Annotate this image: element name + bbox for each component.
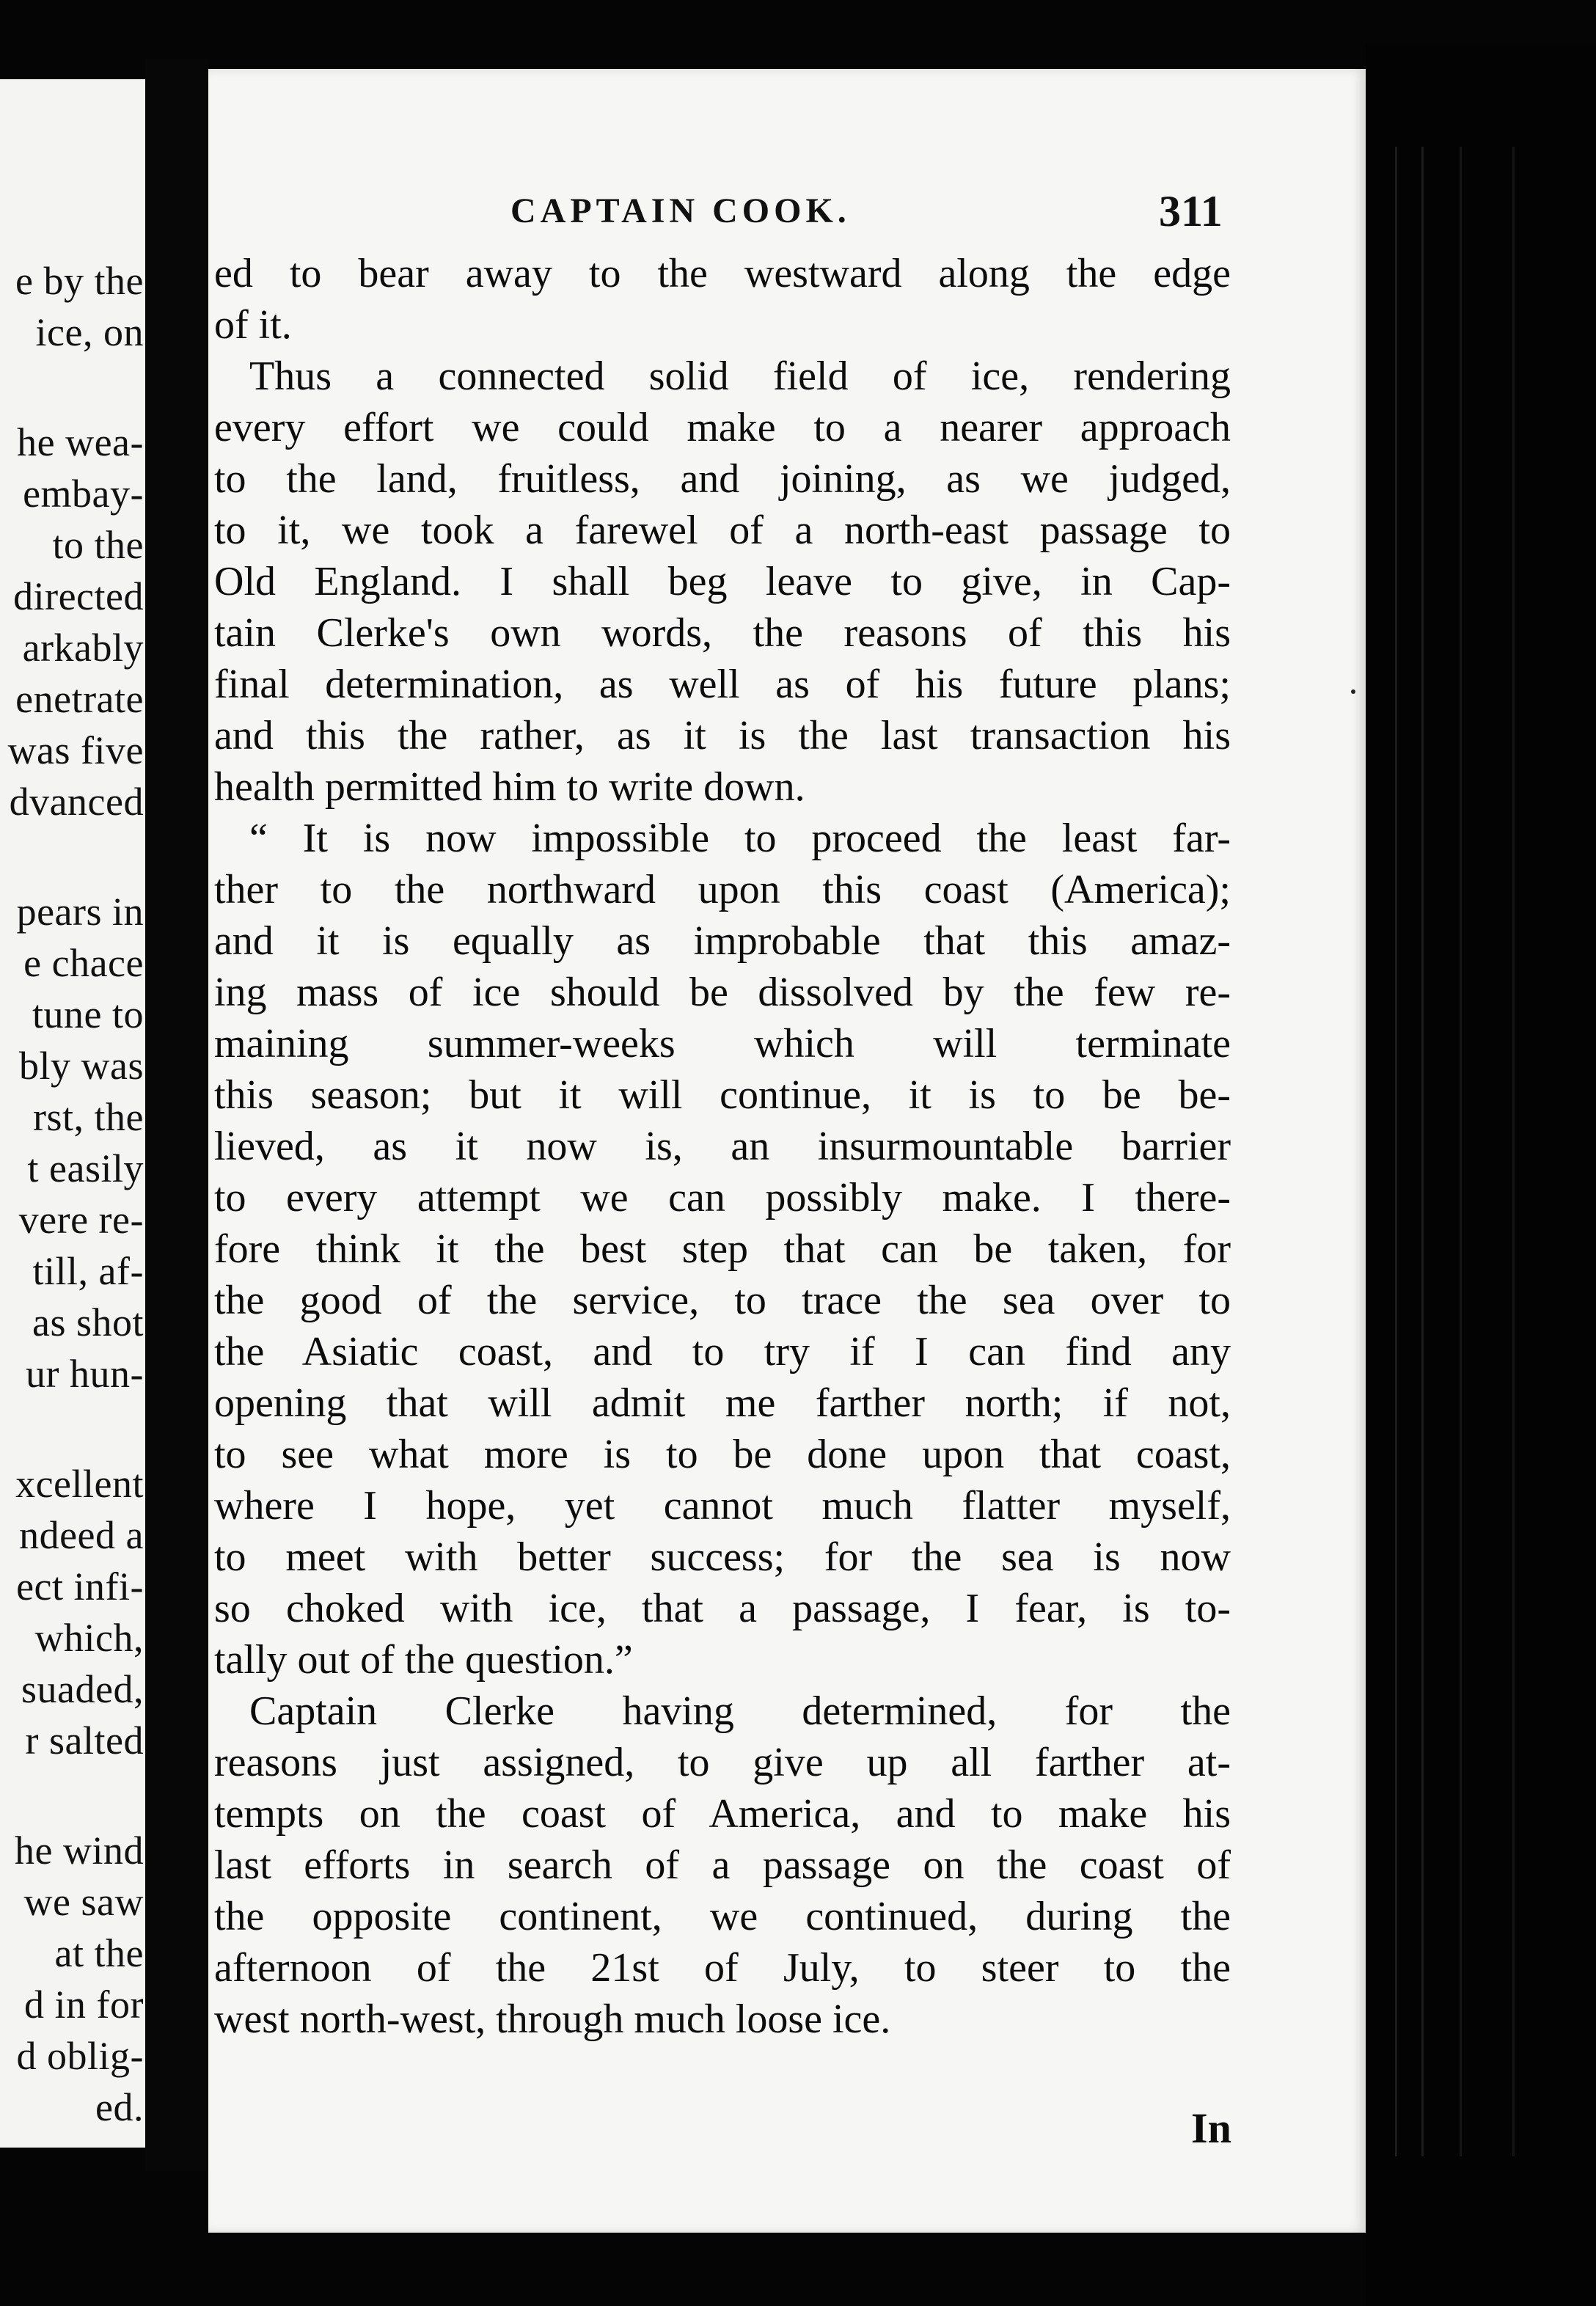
left-page-line: pears in	[16, 890, 144, 934]
left-page-line: d in for	[24, 1983, 144, 2027]
text-line: of it.	[214, 302, 292, 348]
left-page-line: as shot	[32, 1300, 144, 1344]
page-edge-line	[1460, 147, 1462, 2156]
left-page-line: ur hun-	[26, 1352, 144, 1396]
text-line: ther to the northward upon this coast (America);	[214, 867, 1231, 912]
left-page-line: ect infi-	[16, 1564, 144, 1608]
text-line: to it, we took a farewel of a north-east passage to	[214, 508, 1231, 553]
left-page-line: embay-	[23, 472, 144, 516]
left-page-line: bly was	[19, 1044, 144, 1088]
text-line: Old England. I shall beg leave to give, in Cap-	[214, 559, 1231, 604]
left-page-fragment	[0, 79, 145, 2148]
text-line: ed to bear away to the westward along the edge	[214, 251, 1231, 296]
text-line: the Asiatic coast, and to try if I can find any	[214, 1329, 1231, 1375]
left-page-line: ice, on	[35, 310, 144, 354]
text-line: Captain Clerke having determined, for the	[249, 1688, 1231, 1734]
text-line: to the land, fruitless, and joining, as we judged,	[214, 456, 1231, 502]
text-line: last efforts in search of a passage on the coast of	[214, 1842, 1231, 1888]
text-line: this season; but it will continue, it is to be be-	[214, 1072, 1231, 1118]
left-page-line: xcellent	[15, 1462, 144, 1506]
text-line: tain Clerke's own words, the reasons of this his	[214, 610, 1231, 656]
text-line: final determination, as well as of his future plans;	[214, 662, 1231, 707]
text-line: reasons just assigned, to give up all farther at-	[214, 1740, 1231, 1785]
left-page-line: tune to	[32, 992, 144, 1036]
left-page-line: e chace	[23, 941, 144, 985]
left-page-line: dvanced	[9, 780, 144, 824]
text-line: every effort we could make to a nearer approach	[214, 405, 1231, 450]
text-line: ing mass of ice should be dissolved by the few re-	[214, 970, 1231, 1015]
left-page-line: e by the	[15, 259, 144, 303]
text-line: lieved, as it now is, an insurmountable barrier	[214, 1124, 1231, 1169]
left-page-line: to the	[52, 523, 144, 567]
text-line: the good of the service, to trace the sea over to	[214, 1278, 1231, 1323]
left-page-line: d oblig-	[16, 2034, 144, 2078]
text-line: the opposite continent, we continued, during the	[214, 1894, 1231, 1939]
text-line: to every attempt we can possibly make. I there-	[214, 1175, 1231, 1220]
left-page-line: suaded,	[21, 1667, 144, 1711]
left-page-line: ed.	[95, 2085, 144, 2129]
text-line: fore think it the best step that can be taken, for	[214, 1226, 1231, 1272]
text-line: health permitted him to write down.	[214, 764, 805, 810]
left-page-line: at the	[54, 1931, 144, 1975]
page-edge-line	[1421, 147, 1424, 2156]
left-page-line: he wea-	[17, 420, 144, 464]
left-page-line: which,	[34, 1616, 144, 1660]
left-page-line: arkably	[22, 626, 144, 670]
running-head	[208, 187, 1366, 242]
catchword: In	[1191, 2104, 1231, 2152]
main-page	[208, 69, 1366, 2233]
text-line: to see what more is to be done upon that coast,	[214, 1432, 1231, 1477]
page-block-edge	[1366, 44, 1596, 2306]
speck	[1351, 689, 1355, 694]
left-page-line: t easily	[27, 1146, 144, 1190]
text-line: maining summer-weeks which will terminate	[214, 1021, 1231, 1066]
text-line: and it is equally as improbable that this amaz-	[214, 918, 1231, 964]
left-page-line: we saw	[23, 1880, 144, 1924]
left-page-line: rst, the	[33, 1095, 144, 1139]
text-line: and this the rather, as it is the last transaction his	[214, 713, 1231, 758]
text-line: so choked with ice, that a passage, I fear, is to-	[214, 1586, 1231, 1631]
left-page-line: was five	[7, 728, 144, 772]
text-line: Thus a connected solid field of ice, rendering	[249, 354, 1231, 399]
text-line: opening that will admit me farther north; if not,	[214, 1380, 1231, 1426]
text-line: “ It is now impossible to proceed the least far-	[249, 816, 1231, 861]
text-line: where I hope, yet cannot much flatter myself,	[214, 1483, 1231, 1529]
text-line: to meet with better success; for the sea is now	[214, 1534, 1231, 1580]
left-page-line: directed	[13, 574, 144, 618]
text-line: tally out of the question.”	[214, 1637, 633, 1683]
page-number: 311	[1159, 187, 1223, 235]
page-edge-line	[1512, 147, 1515, 2156]
left-page-line: enetrate	[15, 677, 144, 721]
page-edge-line	[1395, 147, 1397, 2156]
text-line: afternoon of the 21st of July, to steer to the	[214, 1945, 1231, 1991]
left-page-line: till, af-	[32, 1249, 144, 1293]
left-page-line: he wind	[15, 1829, 144, 1873]
running-head-title: CAPTAIN COOK.	[510, 191, 851, 230]
text-line: west north-west, through much loose ice.	[214, 1996, 891, 2042]
left-page-line: r salted	[25, 1718, 144, 1763]
text-line: tempts on the coast of America, and to make his	[214, 1791, 1231, 1837]
book-gutter	[145, 59, 208, 2171]
left-page-line: vere re-	[18, 1198, 144, 1242]
left-page-line: ndeed a	[19, 1513, 144, 1557]
